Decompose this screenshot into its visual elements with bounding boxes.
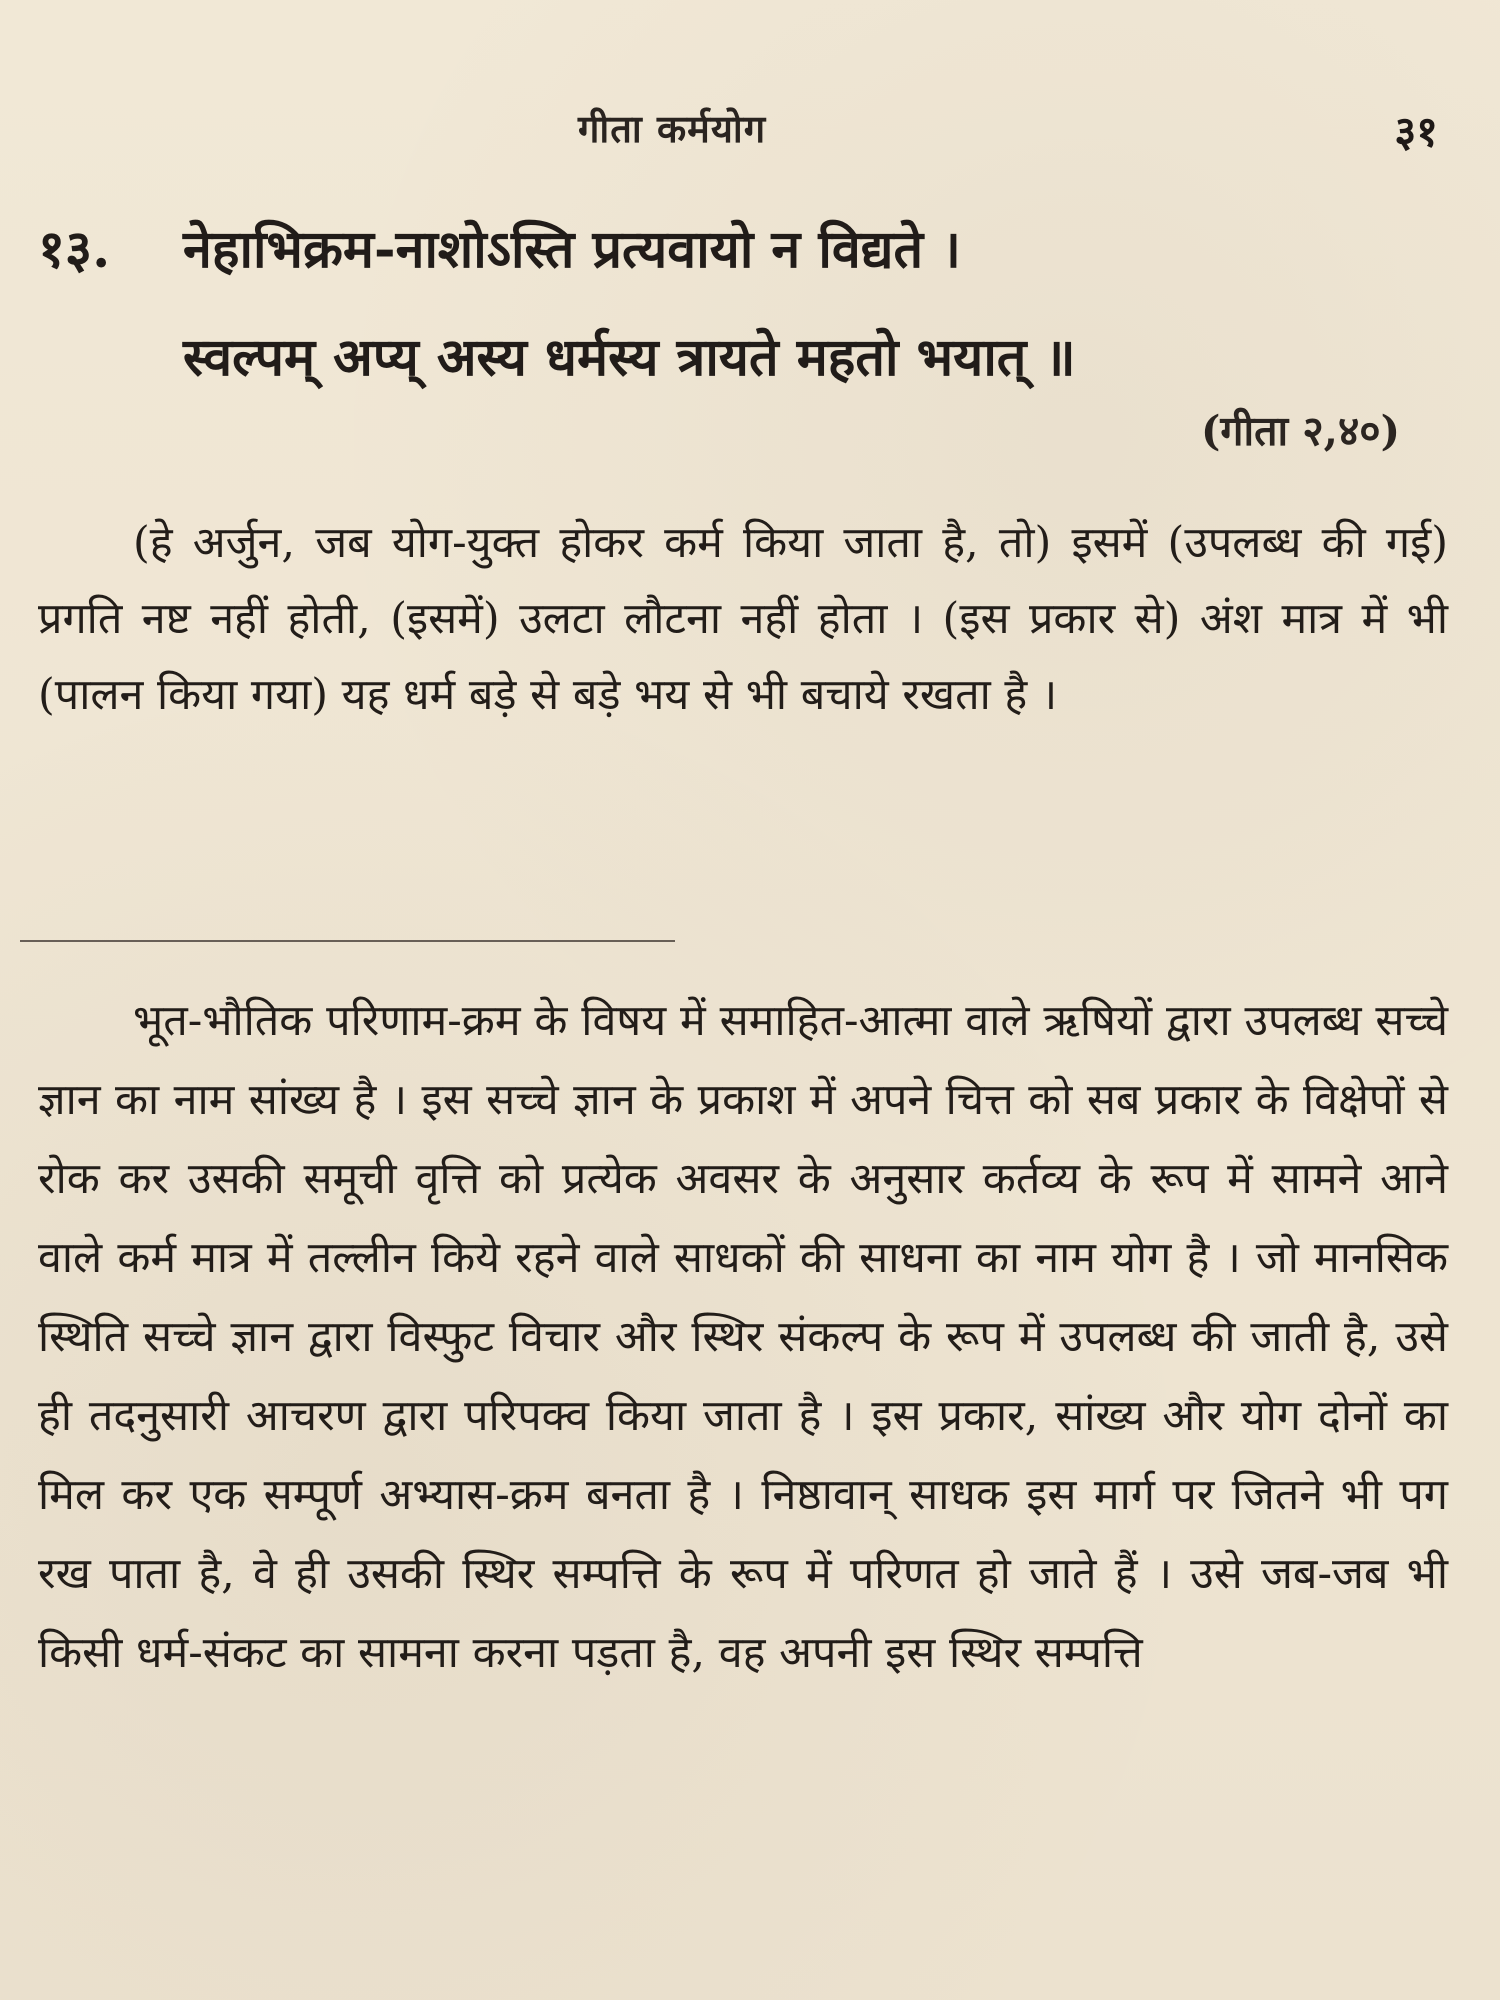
running-title: गीता कर्मयोग xyxy=(578,106,767,151)
verse-line-2: स्वल्पम् अप्य् अस्य धर्मस्य त्रायते महतो भयात् ॥ xyxy=(183,327,1076,388)
verse-block xyxy=(38,212,1438,472)
verse-reference: (गीता २,४०) xyxy=(1201,407,1400,455)
page-number: ३१ xyxy=(1394,107,1438,156)
section-divider xyxy=(20,940,675,942)
verse-line-1-text: नेहाभिक्रम-नाशोऽस्ति प्रत्यवायो न विद्यते । xyxy=(183,219,961,280)
commentary-paragraph: भूत-भौतिक परिणाम-क्रम के विषय में समाहित-आत्मा वाले ऋषियों द्वारा उपलब्ध सच्चे ज्ञान का नाम सांख्य है । इस सच्चे ज्ञान के प्रकाश में अपने चित्त को सब प्रकार के विक्षेपों से रोक कर उसकी समूची वृत्ति को प्रत्येक अवसर के अनुसार कर्तव्य के रूप में सामने आने वाले कर्म मात्र में तल्लीन किये रहने वाले साधकों की साधना का नाम योग है । जो मानसिक स्थिति सच्चे ज्ञान द्वारा विस्फुट विचार और स्थिर संकल्प के रूप में उपलब्ध की जाती है, उसे ही तदनुसारी आचरण द्वारा परिपक्व किया जाता है । इस प्रकार, सांख्य और योग दोनों का मिल कर एक सम्पूर्ण अभ्यास-क्रम बनता है । निष्ठावान् साधक इस मार्ग पर जितने भी पग रख पाता है, वे ही उसकी स्थिर सम्पत्ति के रूप में परिणत हो जाते हैं । उसे जब-जब भी किसी धर्म-संकट का सामना करना पड़ता है, वह अपनी इस स्थिर सम्पत्ति xyxy=(38,996,1448,1678)
verse-number: १३. xyxy=(38,219,111,280)
translation-paragraph: (हे अर्जुन, जब योग-युक्त होकर कर्म किया जाता है, तो) इसमें (उपलब्ध की गई) प्रगति नष्ट नहीं होती, (इसमें) उलटा लौटना नहीं होता । (इस प्रकार से) अंश मात्र में भी (पालन किया गया) यह धर्म बड़े से बड़े भय से भी बचाये रखता है । xyxy=(38,518,1448,720)
page-header xyxy=(0,102,1500,156)
verse-line-1 xyxy=(38,212,961,283)
